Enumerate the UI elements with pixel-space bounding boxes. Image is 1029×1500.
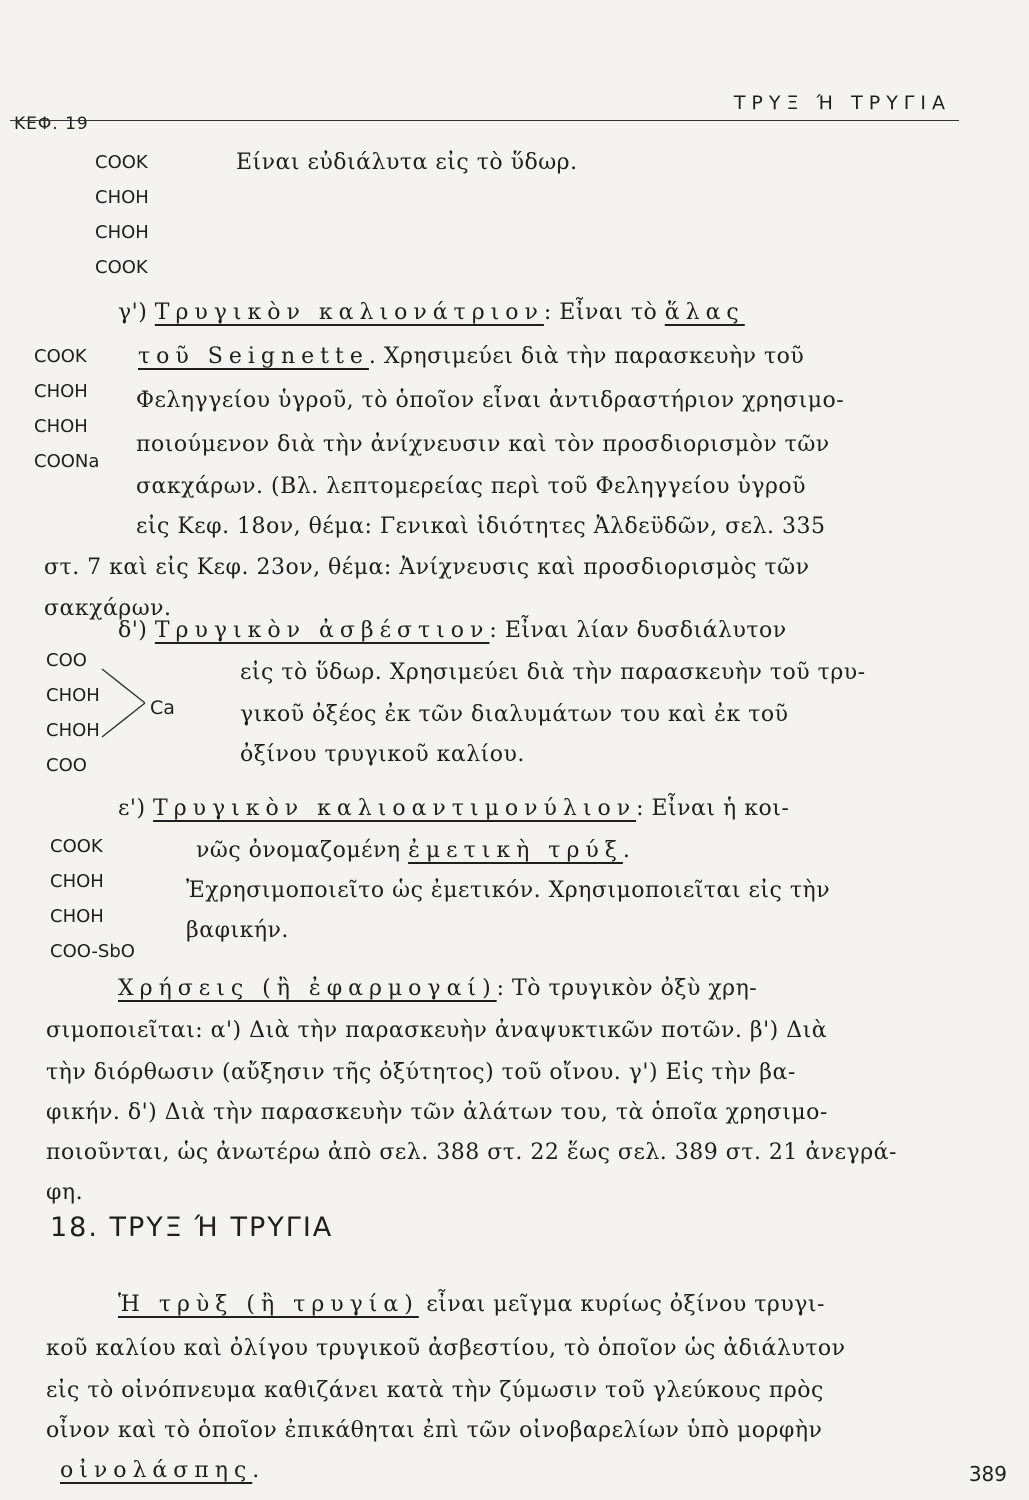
text-segment: νῶς ὀνομαζομένη	[196, 838, 409, 863]
term-seignette: τοῦ Seignette	[138, 344, 369, 369]
term-salt: ἅλας	[664, 300, 745, 325]
term-potassium-sodium-tartrate: Τρυγικὸν καλιονάτριον	[154, 300, 544, 325]
term-calcium-tartrate: Τρυγικὸν ἀσβέστιον	[154, 618, 490, 643]
text-line: Είναι εὐδιάλυτα εἰς τὸ ὕδωρ.	[236, 150, 578, 175]
formula-row: CHOH	[50, 871, 104, 892]
text-segment: : Εἶναι τὸ	[543, 300, 665, 325]
item-marker: ε')	[118, 796, 154, 821]
text-line: εἰς τὸ ὕδωρ. Χρησιμεύει διὰ τὴν παρασκευὴν τοῦ τρυ-	[240, 660, 866, 685]
text-line: Φεληγγείου ὑγροῦ, τὸ ὁποῖον εἶναι ἀντιδραστήριον χρησιμο-	[136, 388, 845, 413]
text-line	[118, 1292, 825, 1317]
text-line: βαφικήν.	[186, 918, 289, 943]
formula-row: COO	[46, 755, 87, 776]
formula-row: CHOH	[46, 720, 100, 741]
text-segment: : Εἶναι ἡ κοι-	[636, 796, 790, 821]
formula-potassium-tartrate	[95, 154, 149, 294]
formula-calcium-tartrate	[46, 652, 100, 792]
term-tartar: Ἡ τρὺξ (ἢ τρυγία)	[118, 1292, 419, 1317]
formula-row: CHOH	[34, 416, 88, 437]
text-segment: . Χρησιμεύει διὰ τὴν παρασκευὴν τοῦ	[368, 344, 805, 369]
text-line: σακχάρων.	[44, 596, 172, 621]
text-segment: .	[622, 838, 631, 863]
header-rule	[10, 120, 959, 121]
text-line: σακχάρων. (Βλ. λεπτομερείας περὶ τοῦ Φεληγγείου ὑγροῦ	[136, 474, 807, 499]
text-segment: εἶναι μεῖγμα κυρίως ὀξίνου τρυγι-	[418, 1292, 825, 1317]
item-marker: δ')	[118, 618, 155, 643]
formula-row: COOK	[95, 257, 148, 278]
text-line: εἰς τὸ οἰνόπνευμα καθιζάνει κατὰ τὴν ζύμωσιν τοῦ γλεύκους πρὸς	[46, 1378, 824, 1403]
calcium-bond-lines	[100, 663, 150, 743]
text-line: φικήν. δ') Διὰ τὴν παρασκευὴν τῶν ἀλάτων του, τὰ ὁποῖα χρησιμο-	[46, 1100, 828, 1125]
text-line	[118, 300, 745, 325]
running-title: ΤΡΥΞ Ή ΤΡΥΓΙΑ	[733, 92, 951, 114]
chapter-label: ΚΕΦ. 19	[14, 114, 89, 134]
formula-tartar-emetic	[50, 838, 135, 978]
text-line	[60, 1458, 260, 1483]
text-line: γικοῦ ὀξέος ἐκ τῶν διαλυμάτων του καὶ ἐκ τοῦ	[240, 702, 789, 727]
text-line	[118, 618, 787, 643]
formula-row: COO	[46, 650, 87, 671]
text-line	[118, 796, 789, 821]
text-line: κοῦ καλίου καὶ ὀλίγου τρυγικοῦ ἀσβεστίου, τὸ ὁποῖον ὡς ἀδιάλυτον	[46, 1336, 846, 1361]
text-line: ὀξίνου τρυγικοῦ καλίου.	[240, 742, 525, 767]
formula-row: CHOH	[95, 222, 149, 243]
text-line: στ. 7 καὶ εἰς Κεφ. 23ον, θέμα: Ἀνίχνευσις καὶ προσδιορισμὸς τῶν	[44, 555, 810, 580]
text-line	[138, 344, 804, 369]
formula-row: COOK	[95, 152, 148, 173]
text-line	[196, 838, 630, 863]
text-line: οἶνον καὶ τὸ ὁποῖον ἐπικάθηται ἐπὶ τῶν οἰνοβαρελίων ὑπὸ μορφὴν	[46, 1418, 823, 1443]
formula-row: COONa	[34, 451, 100, 472]
text-segment: .	[252, 1458, 260, 1483]
section-heading: 18. ΤΡΥΞ Ή ΤΡΥΓΙΑ	[50, 1212, 334, 1243]
text-segment: : Εἶναι λίαν δυσδιάλυτον	[489, 618, 787, 643]
formula-row: COOK	[50, 836, 103, 857]
text-line: ποιοῦνται, ὡς ἀνωτέρω ἀπὸ σελ. 388 στ. 22 ἕως σελ. 389 στ. 21 ἀνεγρά-	[46, 1140, 897, 1165]
formula-row: COO-SbO	[50, 941, 135, 962]
item-marker: γ')	[118, 300, 155, 325]
formula-seignette-salt	[34, 348, 99, 488]
page-number: 389	[968, 1462, 1007, 1486]
text-line	[118, 976, 757, 1001]
term-wine-lees: οἰνολάσπης	[60, 1458, 253, 1483]
term-tartar-emetic: ἐμετικὴ τρύξ	[408, 838, 623, 863]
text-line: Ἐχρησιμοποιεῖτο ὡς ἐμετικόν. Χρησιμοποιεῖται εἰς τὴν	[186, 878, 831, 903]
text-line: εἰς Κεφ. 18ον, θέμα: Γενικαὶ ἰδιότητες Ἀλδεϋδῶν, σελ. 335	[136, 514, 826, 539]
text-segment: : Τὸ τρυγικὸν ὀξὺ χρη-	[496, 976, 758, 1001]
formula-row: CHOH	[95, 187, 149, 208]
formula-row: COOK	[34, 346, 87, 367]
calcium-symbol: Ca	[150, 697, 175, 719]
formula-row: CHOH	[34, 381, 88, 402]
text-line: φη.	[46, 1180, 84, 1205]
text-line: σιμοποιεῖται: α') Διὰ τὴν παρασκευὴν ἀναψυκτικῶν ποτῶν. β') Διὰ	[46, 1018, 828, 1043]
text-line: τὴν διόρθωσιν (αὔξησιν τῆς ὀξύτητος) τοῦ οἴνου. γ') Εἰς τὴν βα-	[46, 1060, 796, 1085]
formula-row: CHOH	[46, 685, 100, 706]
text-line: ποιούμενον διὰ τὴν ἀνίχνευσιν καὶ τὸν προσδιορισμὸν τῶν	[136, 432, 830, 457]
formula-row: CHOH	[50, 906, 104, 927]
term-potassium-antimonyl-tartrate: Τρυγικὸν καλιοαντιμονύλιον	[153, 796, 637, 821]
term-uses: Χρήσεις (ἢ ἐφαρμογαί)	[118, 976, 497, 1001]
